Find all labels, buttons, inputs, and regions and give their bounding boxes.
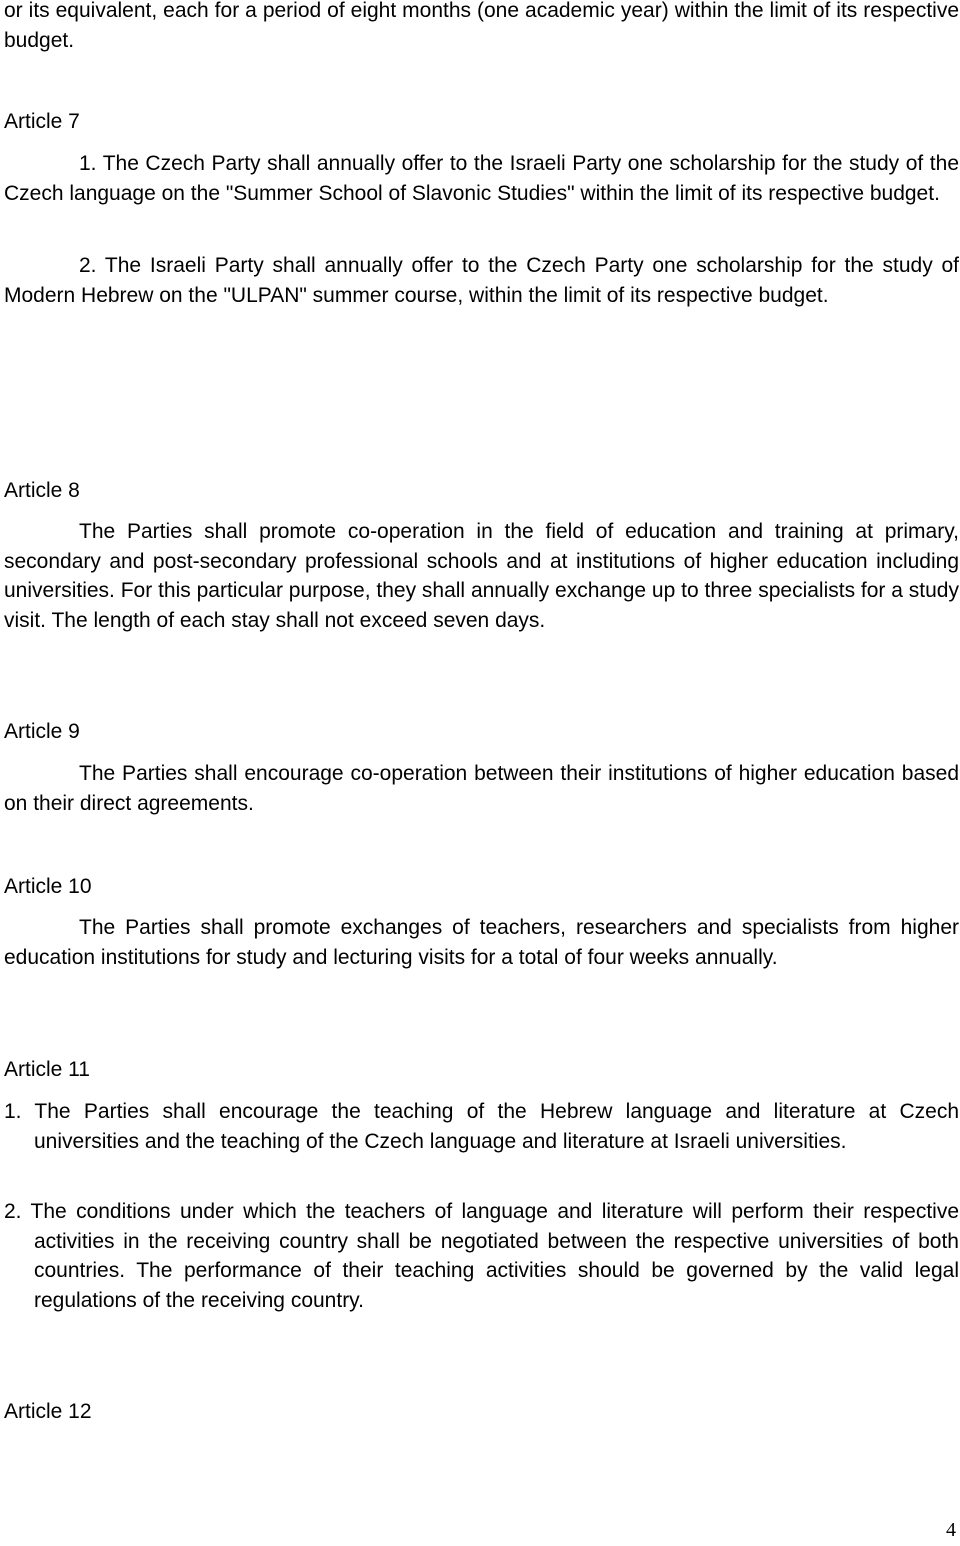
article-7-paragraph-2: 2. The Israeli Party shall annually offer to the Czech Party one scholarship for the study of Modern Hebrew on the "ULPAN" summer course, within the limit of its respective budget. [4, 254, 959, 307]
article-10-paragraph: The Parties shall promote exchanges of teachers, researchers and specialists from higher education institutions for study and lecturing visits for a total of four weeks annually. [4, 916, 959, 969]
article-11-heading: Article 11 [4, 1058, 90, 1081]
article-9-paragraph: The Parties shall encourage co-operation between their institutions of higher education based on their direct agreements. [4, 762, 959, 815]
article-12-heading: Article 12 [4, 1400, 92, 1423]
intro-tail-paragraph: or its equivalent, each for a period of eight months (one academic year) within the limit of its respective budget. [4, 0, 959, 52]
article-10-heading: Article 10 [4, 875, 92, 898]
article-11-paragraph-2: 2. The conditions under which the teachers of language and literature will perform their respective activities in the receiving country shall be negotiated between the respective universities of both countries. The performance of their teaching activities should be governed by the valid legal regulations of the receiving country. [4, 1200, 959, 1312]
article-7-heading: Article 7 [4, 110, 80, 133]
article-7-paragraph-1: 1. The Czech Party shall annually offer to the Israeli Party one scholarship for the study of the Czech language on the "Summer School of Slavonic Studies" within the limit of its respective budget. [4, 152, 959, 205]
page-number: 4 [946, 1519, 956, 1541]
article-11-paragraph-1: 1. The Parties shall encourage the teaching of the Hebrew language and literature at Czech universities and the teaching of the Czech language and literature at Israeli universities. [4, 1100, 959, 1153]
article-9-heading: Article 9 [4, 720, 80, 743]
article-8-paragraph: The Parties shall promote co-operation in the field of education and training at primary, secondary and post-secondary professional schools and at institutions of higher education including universities. For this particular purpose, they shall annually exchange up to three specialists for a study visit. The length of each stay shall not exceed seven days. [4, 520, 959, 632]
article-8-heading: Article 8 [4, 479, 80, 502]
